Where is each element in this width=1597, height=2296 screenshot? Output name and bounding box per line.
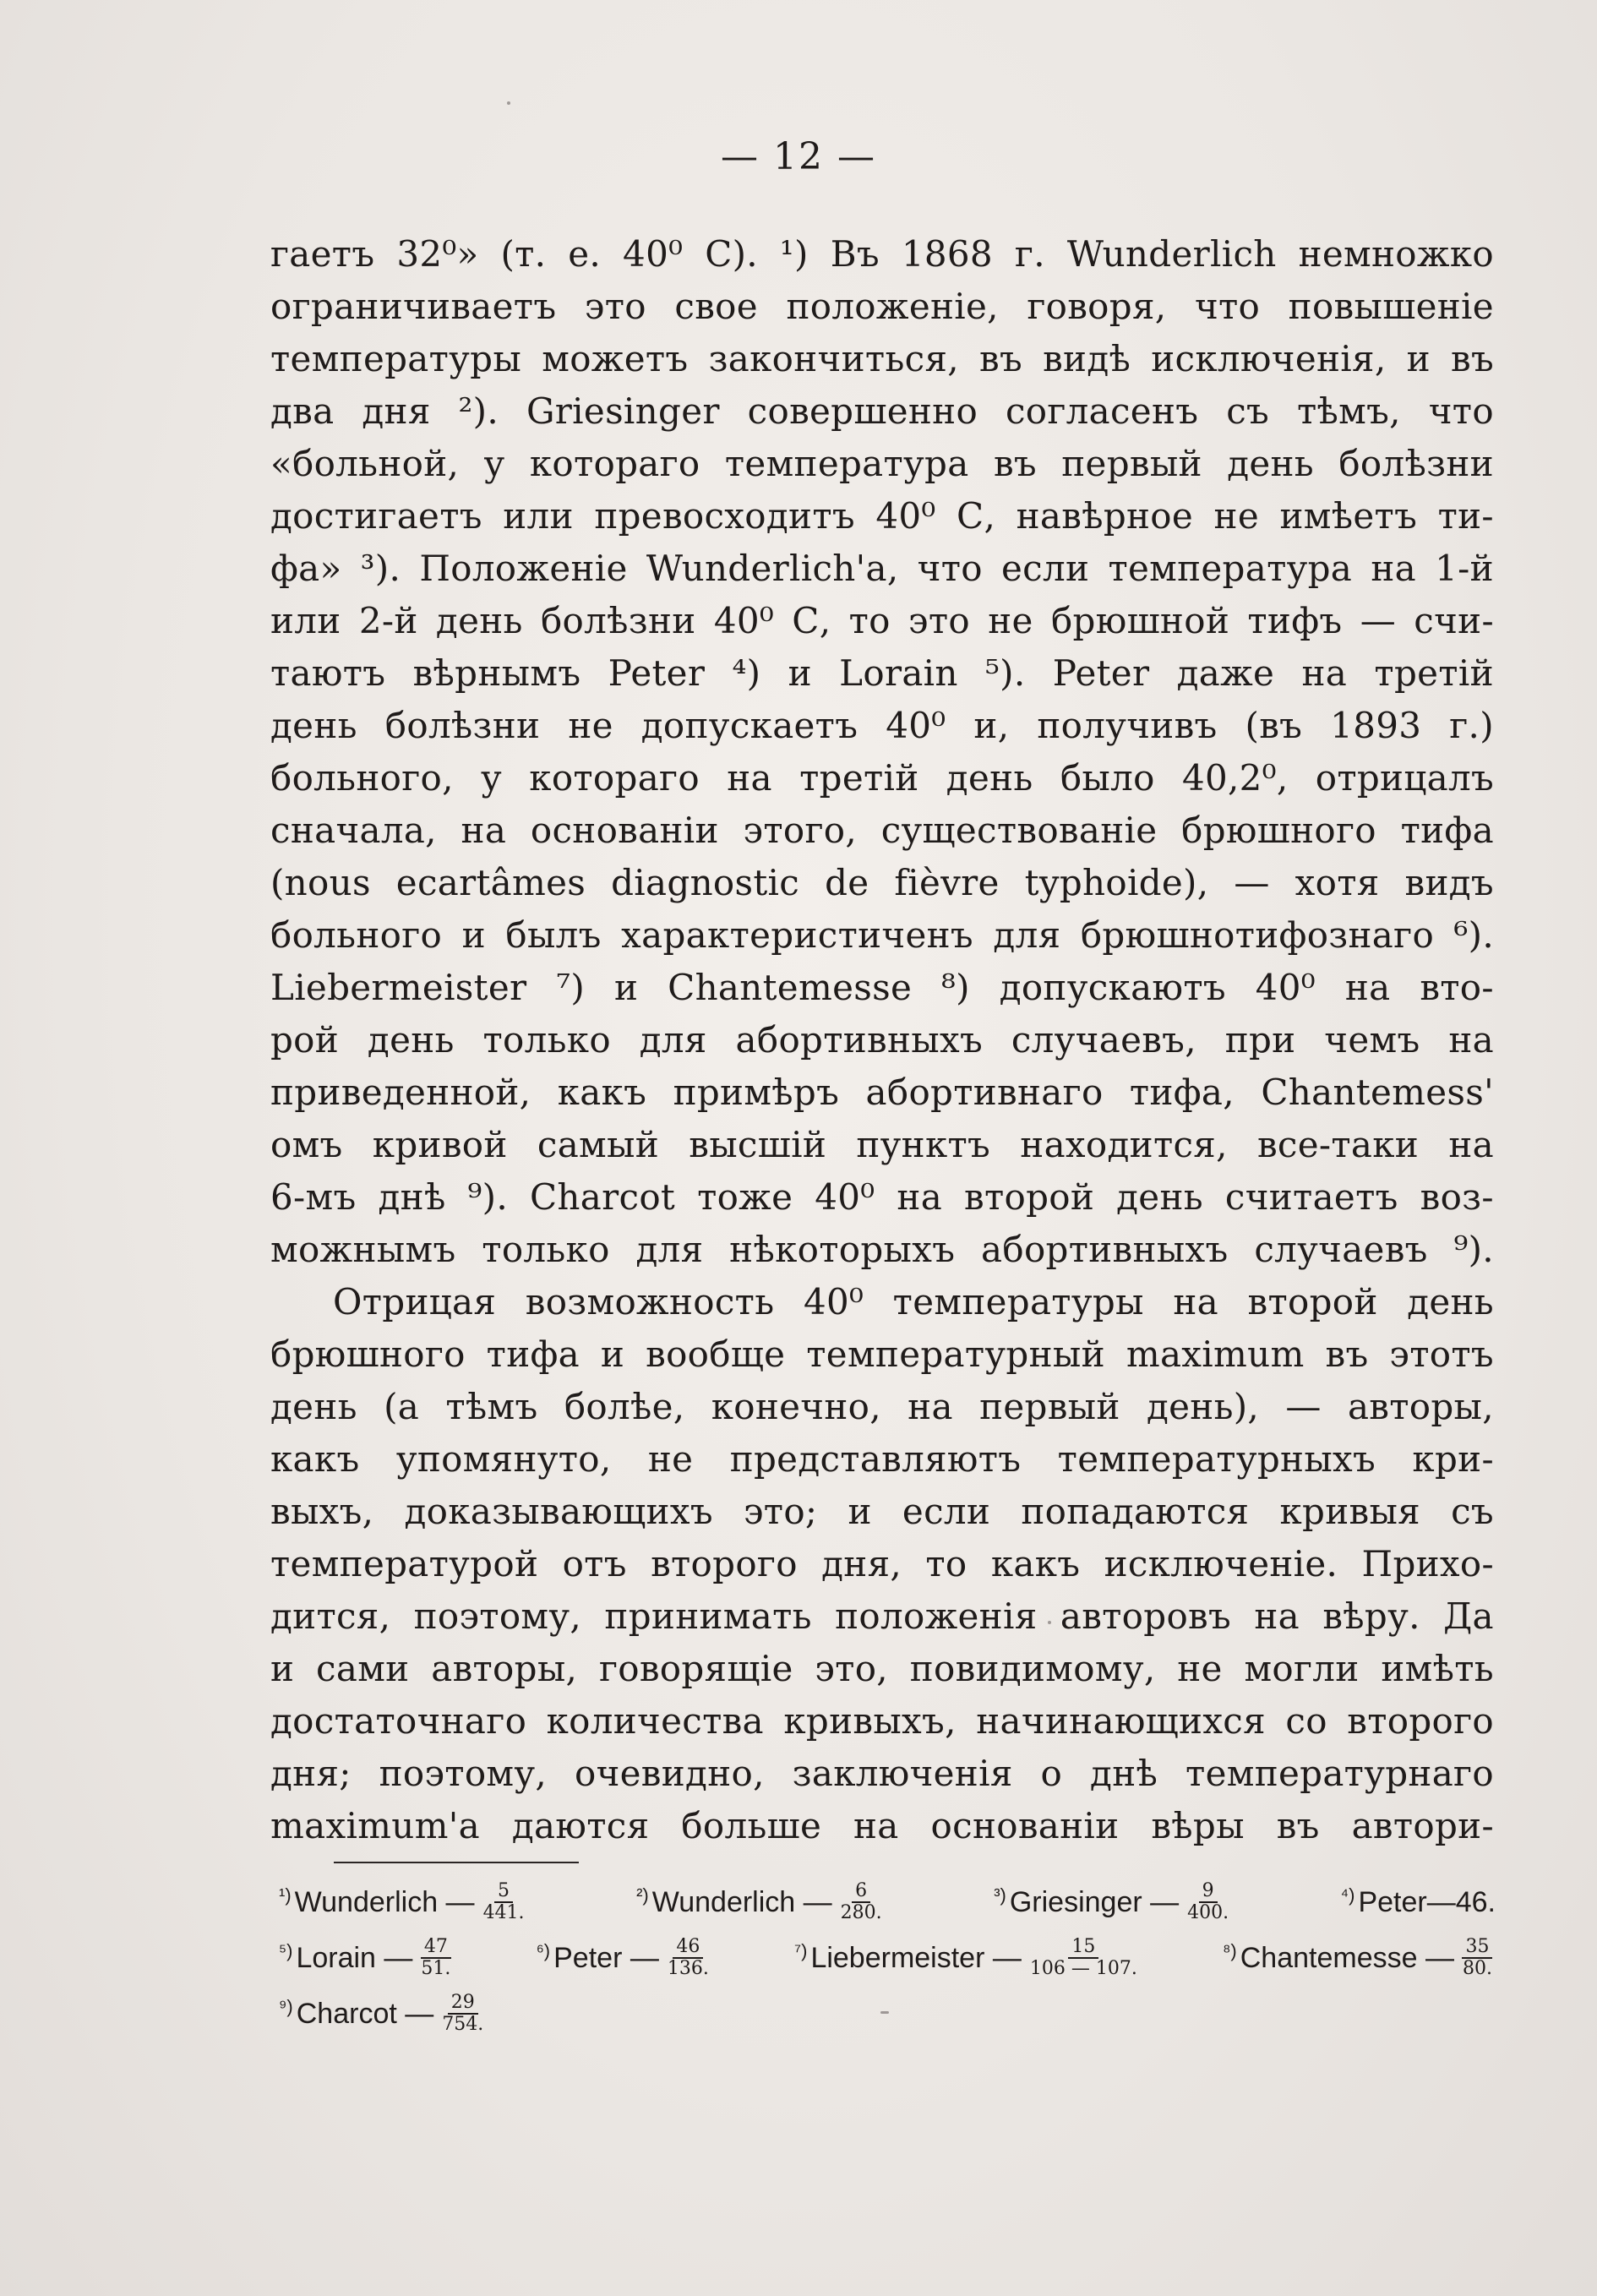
main-text (270, 228, 1494, 1852)
footnote-author: Wunderlich — (294, 1885, 475, 1918)
text-line: гаетъ 32⁰» (т. е. 40⁰ С). ¹) Въ 1868 г. Wunderlich немножко (270, 233, 1494, 275)
fraction-denominator: 441. (482, 1902, 525, 1923)
footnote-line (279, 1930, 1496, 1986)
text-line: Отрицая возможность 40⁰ температуры на второй день (333, 1281, 1494, 1323)
text-line: день болѣзни не допускаетъ 40⁰ и, получивъ (въ 1893 г.) (270, 705, 1494, 746)
footnote-author: Griesinger — (1009, 1885, 1180, 1918)
footnote-author: Peter — (553, 1941, 659, 1974)
page-reference-fraction (1459, 1937, 1496, 1979)
footnote-author: Lorain — (296, 1941, 413, 1974)
footnotes (279, 1874, 1496, 2042)
footnote-mark: ⁶) (536, 1940, 551, 1961)
text-line: сначала, на основаніи этого, существованіе брюшного тифа (270, 810, 1494, 851)
fraction-numerator: 15 (1068, 1937, 1098, 1959)
text-line: температурой отъ второго дня, то какъ исключеніе. Прихо- (270, 1543, 1494, 1584)
footnote (994, 1881, 1232, 1923)
footnote-divider (334, 1862, 579, 1863)
fraction-denominator: 80. (1462, 1958, 1492, 1979)
text-line: рой день только для абортивныхъ случаевъ, при чемъ на (270, 1019, 1494, 1061)
footnote-author: Charcot — (296, 1997, 434, 2030)
footnote-mark: ¹) (279, 1884, 292, 1906)
footnote-mark: ³) (994, 1884, 1006, 1906)
footnote (537, 1937, 712, 1979)
text-line: 6-мъ днѣ ⁹). Charcot тоже 40⁰ на второй день считаетъ воз- (270, 1176, 1494, 1218)
footnote-mark: ⁸) (1223, 1940, 1237, 1961)
text-line: больного, у котораго на третій день было 40,2⁰, отрицалъ (270, 757, 1494, 799)
fraction-numerator: 47 (421, 1937, 451, 1959)
text-line: приведенной, какъ примѣръ абортивнаго тифа, Chantemess' (270, 1072, 1494, 1113)
text-line: достигаетъ или превосходитъ 40⁰ С, навѣрное не имѣетъ ти- (270, 495, 1494, 537)
page-reference-fraction (417, 1937, 454, 1979)
text-line: таютъ вѣрнымъ Peter ⁴) и Lorain ⁵). Peter даже на третій (270, 652, 1494, 694)
text-line: ограничиваетъ это свое положеніе, говоря, что повышеніе (270, 286, 1494, 327)
footnote-author: Peter—46. (1358, 1885, 1496, 1918)
text-line: брюшного тифа и вообще температурный maximum въ этотъ (270, 1333, 1494, 1375)
fraction-numerator: 9 (1199, 1881, 1218, 1903)
text-line: дится, поэтому, принимать положенія авторовъ на вѣру. Да (270, 1595, 1494, 1637)
text-line: (nous ecartâmes diagnostic de fièvre typhoide), — хотя видъ (270, 862, 1494, 903)
text-line: омъ кривой самый высшій пунктъ находится, все-таки на (270, 1124, 1494, 1165)
text-line: больного и былъ характеристиченъ для брюшнотифознаго ⁶). (270, 914, 1494, 956)
page-reference-fraction (837, 1881, 886, 1923)
page-reference-fraction (1184, 1881, 1232, 1923)
fraction-denominator: 754. (442, 2014, 484, 2035)
fraction-denominator: 51. (421, 1958, 451, 1979)
text-line: или 2-й день болѣзни 40⁰ С, то это не брюшной тифъ — счи- (270, 600, 1494, 641)
fraction-denominator: 136. (667, 1958, 709, 1979)
footnote-author: Wunderlich — (651, 1885, 832, 1918)
text-line: фа» ³). Положеніе Wunderlich'а, что если температура на 1-й (270, 548, 1494, 589)
fraction-denominator: 400. (1187, 1902, 1229, 1923)
fraction-numerator: 6 (852, 1881, 870, 1903)
fraction-numerator: 29 (448, 1993, 478, 2015)
page-reference-fraction (664, 1937, 712, 1979)
text-line: день (а тѣмъ болѣе, конечно, на первый день), — авторы, (270, 1386, 1494, 1427)
page-reference-fraction (1027, 1937, 1141, 1979)
paper-speck (880, 2011, 889, 2014)
footnote (279, 1937, 454, 1979)
paper-speck (507, 101, 510, 105)
text-line: какъ упомянуто, не представляютъ температурныхъ кри- (270, 1438, 1494, 1480)
fraction-denominator: 106 — 107. (1029, 1958, 1137, 1979)
footnote-line (279, 1986, 1496, 2042)
page-number: — 12 — (721, 135, 876, 178)
text-line: достаточнаго количества кривыхъ, начинающихся со второго (270, 1700, 1494, 1742)
page-reference-fraction (480, 1881, 528, 1923)
fraction-numerator: 5 (494, 1881, 513, 1903)
footnote-author: Liebermeister — (810, 1941, 1022, 1974)
footnote-mark: ⁵) (279, 1940, 293, 1961)
fraction-numerator: 46 (673, 1937, 703, 1959)
fraction-denominator: 280. (840, 1902, 882, 1923)
footnote (279, 1993, 487, 2035)
text-line: можнымъ только для нѣкоторыхъ абортивныхъ случаевъ ⁹). (270, 1229, 1494, 1270)
footnote (279, 1881, 528, 1923)
text-line: дня; поэтому, очевидно, заключенія о днѣ температурнаго (270, 1753, 1494, 1794)
footnote (1223, 1937, 1496, 1979)
footnote-mark: ⁴) (1340, 1884, 1355, 1906)
text-line: «больной, у котораго температура въ первый день болѣзни (270, 443, 1494, 484)
footnote-line (279, 1874, 1496, 1930)
text-line: два дня ²). Griesinger совершенно согласенъ съ тѣмъ, что (270, 390, 1494, 432)
text-line: maximum'а даются больше на основаніи вѣры въ автори- (270, 1805, 1494, 1846)
footnote (636, 1881, 886, 1923)
footnote-mark: ⁹) (279, 1996, 293, 2017)
text-line: Liebermeister ⁷) и Chantemesse ⁸) допускаютъ 40⁰ на вто- (270, 967, 1494, 1008)
fraction-numerator: 35 (1462, 1937, 1492, 1959)
page-reference-fraction (439, 1993, 487, 2035)
footnote (1341, 1886, 1496, 1919)
footnote-author: Chantemesse — (1240, 1941, 1454, 1974)
footnote-mark: ⁷) (794, 1940, 808, 1961)
paper-speck (1048, 1621, 1051, 1624)
text-line: температуры можетъ закончиться, въ видѣ исключенія, и въ (270, 338, 1494, 379)
footnote (794, 1937, 1141, 1979)
footnote-mark: ²) (636, 1884, 649, 1906)
text-line: выхъ, доказывающихъ это; и если попадаются кривыя съ (270, 1491, 1494, 1532)
text-line: и сами авторы, говорящіе это, повидимому, не могли имѣть (270, 1648, 1494, 1689)
